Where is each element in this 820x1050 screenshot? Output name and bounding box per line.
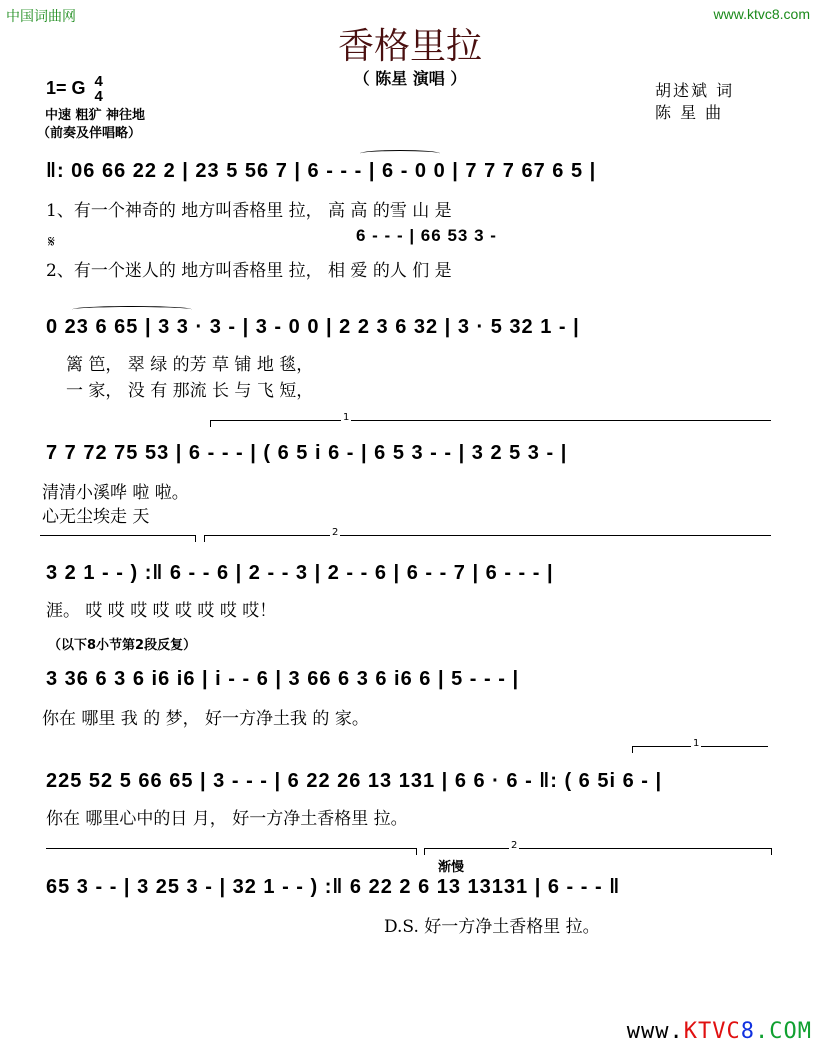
lyrics-line-6: 你在 哪里心中的日 月， 好一方净土香格里 拉。 — [46, 809, 408, 829]
lyrics-line-2a: 篱 笆， 翠 绿 的芳 草 铺 地 毯， — [66, 355, 314, 375]
lyricist-credit: 胡述斌 词 — [655, 81, 735, 100]
volta-bracket-end-b — [46, 848, 417, 855]
time-signature — [95, 74, 103, 104]
notation-alt-line-1: 6 - - - | 66 53 3 - — [356, 226, 497, 245]
volta-number: 1 — [343, 412, 350, 423]
volta-bracket-1 — [210, 412, 771, 427]
notation-line-2: 0 23 6 65 | 3 3 · 3 - | 3 - 0 0 | 2 2 3 6 32 | 3 · 5 32 1 - | — [46, 316, 580, 338]
logo-prefix: www. — [626, 1019, 684, 1044]
notation-line-1: ‖: 06 66 22 2 | 23 5 56 7 | 6 - - - | 6 - 0 0 | 7 7 7 67 6 5 | — [46, 160, 597, 182]
volta-number: 1 — [693, 738, 700, 749]
notation-line-6: 225 52 5 66 65 | 3 - - - | 6 22 26 13 131 | 6 6 · 6 - ‖: ( 6 5i 6 - | — [46, 770, 663, 792]
slur — [72, 306, 192, 313]
repeat-instruction: （以下8小节第2段反复） — [48, 638, 197, 653]
song-title: 香格里拉 — [337, 26, 482, 67]
tempo-marking: 中速 粗犷 神往地 — [45, 108, 146, 123]
ritardando-marking: 渐慢 — [438, 860, 465, 875]
prelude-note: （前奏及伴唱略） — [37, 126, 142, 141]
logo-brand: KTVC — [683, 1019, 741, 1044]
volta-bracket-2 — [204, 527, 771, 542]
notation-line-4: 3 2 1 - - ) :‖ 6 - - 6 | 2 - - 3 | 2 - - 6 | 6 - - 7 | 6 - - - | — [46, 562, 554, 584]
notation-line-7: 65 3 - - | 3 25 3 - | 32 1 - - ) :‖ 6 22 2 6 13 13131 | 6 - - - ‖ — [46, 876, 621, 898]
time-sig-top: 4 — [94, 73, 103, 90]
notation-line-3: 7 7 72 75 53 | 6 - - - | ( 6 5 i 6 - | 6 5 3 - - | 3 2 5 3 - | — [46, 442, 568, 464]
singer-credit: （ 陈星 演唱 ） — [353, 69, 467, 88]
lyrics-line-3b: 心无尘埃走 天 — [42, 507, 150, 527]
lyrics-line-3a: 清清小溪哗 啦 啦。 — [42, 483, 189, 503]
lyrics-line-4: 涯。 哎 哎 哎 哎 哎 哎 哎 哎！ — [46, 601, 277, 621]
volta-bracket-end — [40, 535, 196, 542]
time-sig-bottom: 4 — [94, 88, 103, 105]
notation-line-5: 3 36 6 3 6 i6 i6 | i - - 6 | 3 66 6 3 6 i6 6 | 5 - - - | — [46, 668, 520, 690]
volta-bracket-1b — [632, 738, 768, 753]
logo-suffix: .COM — [755, 1019, 812, 1044]
lyrics-line-1b: 2、有一个迷人的 地方叫香格里 拉， 相 爱 的人 们 是 — [46, 261, 452, 281]
lyrics-line-5: 你在 哪里 我 的 梦， 好一方净土我 的 家。 — [42, 709, 369, 729]
site-logo[interactable] — [627, 1019, 812, 1044]
slur — [360, 150, 440, 157]
site-watermark-left: 中国词曲网 — [6, 9, 76, 25]
volta-number: 2 — [332, 527, 339, 538]
lyrics-line-7: D.S. 好一方净土香格里 拉。 — [384, 917, 600, 937]
volta-number: 2 — [511, 840, 518, 851]
volta-bracket-2b — [424, 840, 772, 855]
segno-icon: 𝄋 — [48, 232, 55, 251]
key-label: 1= G — [46, 77, 86, 98]
lyrics-line-1a: 1、有一个神奇的 地方叫香格里 拉， 高 高 的雪 山 是 — [46, 201, 452, 221]
key-signature — [46, 74, 103, 104]
logo-number: 8 — [740, 1019, 756, 1044]
lyrics-line-2b: 一 家， 没 有 那流 长 与 飞 短， — [66, 381, 314, 401]
composer-credit: 陈 星 曲 — [655, 103, 724, 122]
site-watermark-right[interactable]: www.ktvc8.com — [713, 6, 810, 22]
